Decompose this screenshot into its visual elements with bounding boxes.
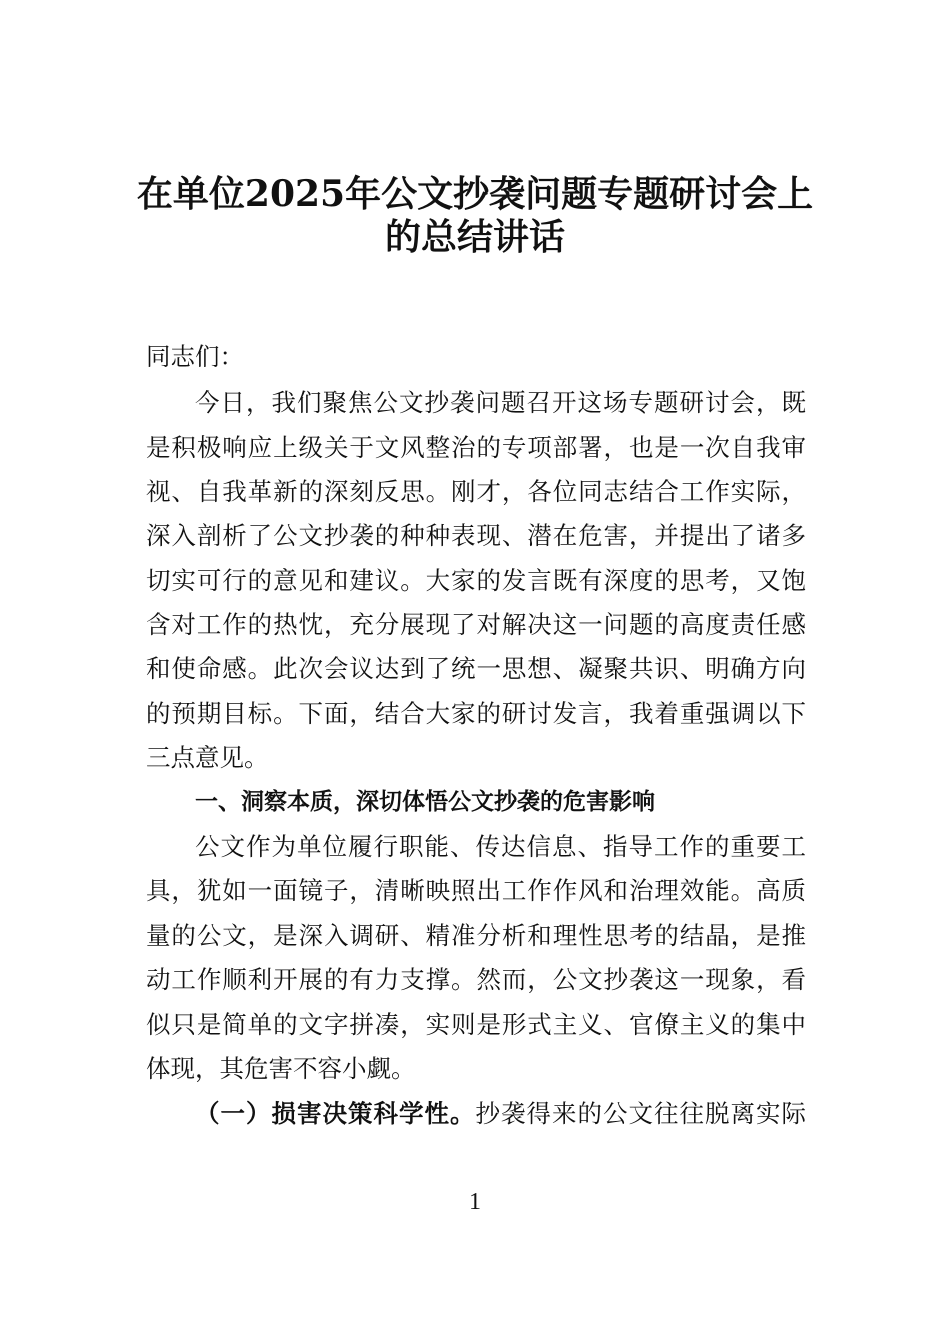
- section-1-line-6: 体现，其危害不容小觑。: [146, 1054, 416, 1083]
- intro-line-1: 今日，我们聚焦公文抄袭问题召开这场专题研讨会，既: [195, 388, 806, 417]
- section-1-line-1: 公文作为单位履行职能、传达信息、指导工作的重要工: [195, 832, 806, 861]
- intro-line-6: 含对工作的热忱，充分展现了对解决这一问题的高度责任感: [146, 610, 806, 639]
- intro-line-4: 深入剖析了公文抄袭的种种表现、潜在危害，并提出了诸多: [146, 521, 806, 550]
- intro-line-3: 视、自我革新的深刻反思。刚才，各位同志结合工作实际，: [146, 477, 806, 506]
- intro-line-7: 和使命感。此次会议达到了统一思想、凝聚共识、明确方向: [146, 654, 806, 683]
- subsection-1-label: （一）损害决策科学性。: [195, 1099, 476, 1128]
- section-1-line-2: 具，犹如一面镜子，清晰映照出工作作风和治理效能。高质: [146, 876, 806, 905]
- section-1-line-3: 量的公文，是深入调研、精准分析和理性思考的结晶，是推: [146, 921, 806, 950]
- subsection-1-text: 抄袭得来的公文往往脱离实际: [475, 1099, 806, 1128]
- document-title-line-1: 在单位2025年公文抄袭问题专题研讨会上: [136, 173, 814, 215]
- section-1-heading: 一、洞察本质，深切体悟公文抄袭的危害影响: [195, 789, 655, 815]
- intro-line-9: 三点意见。: [146, 743, 269, 772]
- intro-line-5: 切实可行的意见和建议。大家的发言既有深度的思考，又饱: [146, 566, 806, 595]
- intro-line-2: 是积极响应上级关于文风整治的专项部署，也是一次自我审: [146, 433, 806, 462]
- salutation: 同志们：: [146, 342, 244, 371]
- page-number: 1: [469, 1189, 481, 1215]
- subsection-1-line: [195, 1092, 806, 1136]
- section-1-line-4: 动工作顺利开展的有力支撑。然而，公文抄袭这一现象，看: [146, 965, 806, 994]
- intro-line-8: 的预期目标。下面，结合大家的研讨发言，我着重强调以下: [146, 699, 806, 728]
- document-title-line-2: 的总结讲话: [384, 216, 565, 258]
- section-1-line-5: 似只是简单的文字拼凑，实则是形式主义、官僚主义的集中: [146, 1010, 806, 1039]
